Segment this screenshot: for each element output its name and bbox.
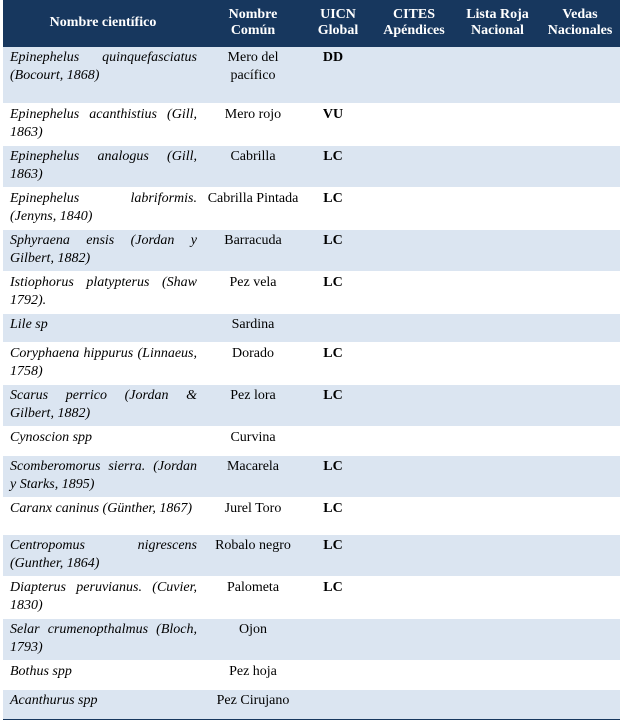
common-name-cell: Mero rojo xyxy=(224,106,282,122)
header-uicn-global: UICN Global xyxy=(303,0,373,46)
cites-cell xyxy=(373,426,455,455)
uicn-status-cell: LC xyxy=(323,148,343,164)
uicn-status-cell: LC xyxy=(323,232,343,248)
header-national-closures: Vedas Nacionales xyxy=(540,0,620,46)
table-row xyxy=(3,145,620,187)
scientific-name-cell: Epinephelus acanthistius (Gill, 1863) xyxy=(10,106,197,140)
vedas-cell xyxy=(540,271,620,313)
scientific-name-cell: Cynoscion spp xyxy=(10,429,93,445)
common-name-cell: Robalo negro xyxy=(215,537,291,553)
table-row xyxy=(3,534,620,576)
red-list-cell xyxy=(455,145,540,187)
cites-cell xyxy=(373,46,455,103)
red-list-cell xyxy=(455,103,540,145)
red-list-cell xyxy=(455,271,540,313)
scientific-name-cell: Coryphaena hippurus (Linnaeus, 1758) xyxy=(10,345,197,379)
vedas-cell xyxy=(540,313,620,342)
common-name-cell: Barracuda xyxy=(224,232,282,248)
red-list-cell xyxy=(455,660,540,689)
table-body xyxy=(3,46,620,719)
table-row xyxy=(3,46,620,103)
species-table xyxy=(3,0,620,720)
uicn-status-cell: LC xyxy=(323,537,343,553)
vedas-cell xyxy=(540,384,620,426)
red-list-cell xyxy=(455,384,540,426)
table-row xyxy=(3,618,620,660)
cites-cell xyxy=(373,229,455,271)
cites-cell xyxy=(373,145,455,187)
cites-cell xyxy=(373,576,455,618)
scientific-name-cell: Selar crumenopthalmus (Bloch, 1793) xyxy=(10,621,197,655)
uicn-status-cell: LC xyxy=(323,500,343,516)
common-name-cell: Ojon xyxy=(239,621,267,637)
table-row xyxy=(3,497,620,534)
vedas-cell xyxy=(540,342,620,384)
scientific-name-cell: Scarus perrico (Jordan & Gilbert, 1882) xyxy=(10,387,197,421)
common-name-cell: Pez Cirujano xyxy=(216,692,290,708)
table-row xyxy=(3,576,620,618)
red-list-cell xyxy=(455,46,540,103)
cites-cell xyxy=(373,455,455,497)
common-name-cell: Jurel Toro xyxy=(224,500,282,516)
scientific-name-cell: Epinephelus labriformis. (Jenyns, 1840) xyxy=(10,190,197,224)
common-name-cell: Palometa xyxy=(226,579,280,595)
vedas-cell xyxy=(540,187,620,229)
table-row xyxy=(3,187,620,229)
red-list-cell xyxy=(455,534,540,576)
common-name-cell: Curvina xyxy=(230,429,276,445)
red-list-cell xyxy=(455,689,540,719)
cites-cell xyxy=(373,271,455,313)
vedas-cell xyxy=(540,145,620,187)
uicn-status-cell: LC xyxy=(323,458,343,474)
scientific-name-cell: Diapterus peruvianus. (Cuvier, 1830) xyxy=(10,579,197,613)
red-list-cell xyxy=(455,187,540,229)
table-row xyxy=(3,426,620,455)
table-row xyxy=(3,455,620,497)
vedas-cell xyxy=(540,534,620,576)
cites-cell xyxy=(373,342,455,384)
cites-cell xyxy=(373,534,455,576)
cites-cell xyxy=(373,497,455,534)
uicn-status-cell xyxy=(303,313,373,342)
uicn-status-cell: VU xyxy=(322,106,344,122)
uicn-status-cell xyxy=(303,689,373,719)
red-list-cell xyxy=(455,576,540,618)
scientific-name-cell: Istiophorus platypterus (Shaw 1792). xyxy=(10,274,197,308)
scientific-name-cell: Bothus spp xyxy=(10,663,72,679)
cites-cell xyxy=(373,618,455,660)
header-row xyxy=(3,0,620,46)
vedas-cell xyxy=(540,576,620,618)
cites-cell xyxy=(373,660,455,689)
uicn-status-cell: LC xyxy=(323,345,343,361)
table-row xyxy=(3,384,620,426)
common-name-cell: Pez lora xyxy=(230,387,276,403)
uicn-status-cell xyxy=(303,618,373,660)
vedas-cell xyxy=(540,103,620,145)
common-name-cell: Pez vela xyxy=(229,274,277,290)
common-name-cell: Sardina xyxy=(231,316,275,332)
red-list-cell xyxy=(455,455,540,497)
vedas-cell xyxy=(540,46,620,103)
uicn-status-cell: LC xyxy=(323,387,343,403)
scientific-name-cell: Lile sp xyxy=(10,316,48,332)
common-name-cell: Dorado xyxy=(232,345,274,361)
scientific-name-cell: Acanthurus spp xyxy=(10,692,98,708)
cites-cell xyxy=(373,689,455,719)
header-common-name: Nombre Común xyxy=(203,0,303,46)
vedas-cell xyxy=(540,455,620,497)
scientific-name-cell: Caranx caninus (Günther, 1867) xyxy=(10,500,192,516)
common-name-cell: Cabrilla Pintada xyxy=(207,190,299,206)
uicn-status-cell xyxy=(303,426,373,455)
vedas-cell xyxy=(540,689,620,719)
common-name-cell: Macarela xyxy=(226,458,280,474)
scientific-name-cell: Centropomus nigrescens (Gunther, 1864) xyxy=(10,537,197,571)
uicn-status-cell xyxy=(303,660,373,689)
common-name-cell: Mero del pacífico xyxy=(227,49,279,83)
table-row xyxy=(3,229,620,271)
scientific-name-cell: Scomberomorus sierra. (Jordan y Starks, 1895) xyxy=(10,458,197,492)
red-list-cell xyxy=(455,426,540,455)
vedas-cell xyxy=(540,229,620,271)
cites-cell xyxy=(373,103,455,145)
red-list-cell xyxy=(455,229,540,271)
table-row xyxy=(3,342,620,384)
table-row xyxy=(3,660,620,689)
red-list-cell xyxy=(455,342,540,384)
cites-cell xyxy=(373,187,455,229)
vedas-cell xyxy=(540,497,620,534)
header-scientific-name: Nombre científico xyxy=(3,0,203,46)
vedas-cell xyxy=(540,426,620,455)
header-national-red-list: Lista Roja Nacional xyxy=(455,0,540,46)
scientific-name-cell: Epinephelus quinquefasciatus (Bocourt, 1868) xyxy=(10,49,197,83)
vedas-cell xyxy=(540,660,620,689)
uicn-status-cell: DD xyxy=(322,49,344,65)
common-name-cell: Pez hoja xyxy=(229,663,277,679)
table-row xyxy=(3,689,620,719)
header-cites-appendices: CITES Apéndices xyxy=(373,0,455,46)
table-row xyxy=(3,103,620,145)
uicn-status-cell: LC xyxy=(323,579,343,595)
table-row xyxy=(3,271,620,313)
cites-cell xyxy=(373,313,455,342)
cites-cell xyxy=(373,384,455,426)
scientific-name-cell: Sphyraena ensis (Jordan y Gilbert, 1882) xyxy=(10,232,197,266)
table-row xyxy=(3,313,620,342)
red-list-cell xyxy=(455,497,540,534)
uicn-status-cell: LC xyxy=(323,190,343,206)
common-name-cell: Cabrilla xyxy=(230,148,276,164)
scientific-name-cell: Epinephelus analogus (Gill, 1863) xyxy=(10,148,197,182)
uicn-status-cell: LC xyxy=(323,274,343,290)
table-header xyxy=(3,0,620,46)
vedas-cell xyxy=(540,618,620,660)
red-list-cell xyxy=(455,313,540,342)
red-list-cell xyxy=(455,618,540,660)
